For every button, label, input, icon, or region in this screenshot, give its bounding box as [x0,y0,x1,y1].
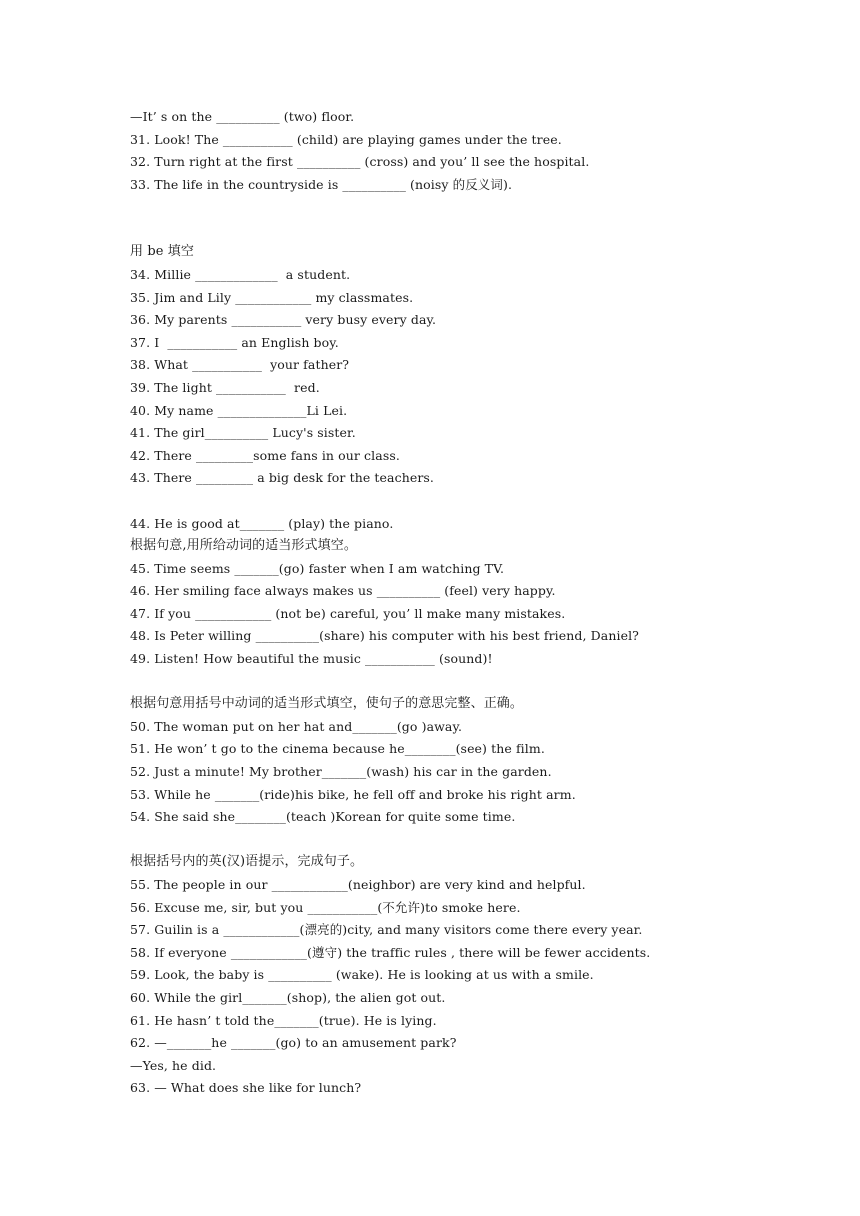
exercise-38: 38. What ___________ your father? [130,357,350,373]
exercise-62-answer: —Yes, he did. [130,1057,217,1073]
exercise-31: 31. Look! The ___________ (child) are playing games under the tree. [130,131,562,147]
exercise-52: 52. Just a minute! My brother_______(wash) his car in the garden. [130,764,552,780]
exercise-45: 45. Time seems _______(go) faster when I am watching TV. [130,560,505,576]
exercise-63: 63. — What does she like for lunch? [130,1080,362,1096]
exercise-32: 32. Turn right at the first __________ (cross) and you’ ll see the hospital. [130,154,590,170]
exercise-46: 46. Her smiling face always makes us __________ (feel) very happy. [130,583,556,599]
exercise-59: 59. Look, the baby is __________ (wake). He is looking at us with a smile. [130,967,594,983]
exercise-56: 56. Excuse me, sir, but you ___________(不允许)to smoke here. [130,899,521,915]
exercise-60: 60. While the girl_______(shop), the alien got out. [130,989,446,1005]
worksheet-page [130,106,840,1100]
section-heading-verb-brackets: 根据句意用括号中动词的适当形式填空，使句子的意思完整、正确。 [130,696,524,712]
exercise-54: 54. She said she________(teach )Korean for quite some time. [130,809,516,825]
section-heading-verb-forms: 根据句意,用所给动词的适当形式填空。 [130,538,357,554]
exercise-53: 53. While he _______(ride)his bike, he fell off and broke his right arm. [130,786,576,802]
section-heading-hints: 根据括号内的英(汉)语提示，完成句子。 [130,854,364,870]
exercise-36: 36. My parents ___________ very busy every day. [130,312,437,328]
exercise-34: 34. Millie _____________ a student. [130,266,351,282]
exercise-41: 41. The girl__________ Lucy's sister. [130,425,356,441]
exercise-39: 39. The light ___________ red. [130,379,320,395]
exercise-57: 57. Guilin is a ____________(漂亮的)city, and many visitors come there every year. [130,922,643,938]
exercise-50: 50. The woman put on her hat and_______(go )away. [130,718,463,734]
exercise-line: —It’ s on the __________ (two) floor. [130,109,355,124]
exercise-48: 48. Is Peter willing __________(share) his computer with his best friend, Daniel? [130,628,639,644]
section-heading-be: 用 be 填空 [130,244,194,260]
exercise-62: 62. —_______he _______(go) to an amusement park? [130,1035,457,1051]
exercise-43: 43. There _________ a big desk for the teachers. [130,470,434,486]
exercise-47: 47. If you ____________ (not be) careful, you’ ll make many mistakes. [130,605,566,621]
exercise-42: 42. There _________some fans in our class. [130,447,400,463]
exercise-37: 37. I ___________ an English boy. [130,334,339,350]
exercise-33: 33. The life in the countryside is __________ (noisy 的反义词). [130,176,513,192]
exercise-58: 58. If everyone ____________(遵守) the traffic rules , there will be fewer accidents. [130,944,651,960]
exercise-55: 55. The people in our ____________(neighbor) are very kind and helpful. [130,877,586,892]
exercise-44: 44. He is good at_______ (play) the piano. [130,515,394,531]
exercise-35: 35. Jim and Lily ____________ my classmates. [130,289,414,305]
exercise-61: 61. He hasn’ t told the_______(true). He is lying. [130,1012,437,1028]
exercise-49: 49. Listen! How beautiful the music ___________ (sound)! [130,651,493,667]
exercise-40: 40. My name ______________Li Lei. [130,402,348,418]
exercise-51: 51. He won’ t go to the cinema because he________(see) the film. [130,741,545,757]
